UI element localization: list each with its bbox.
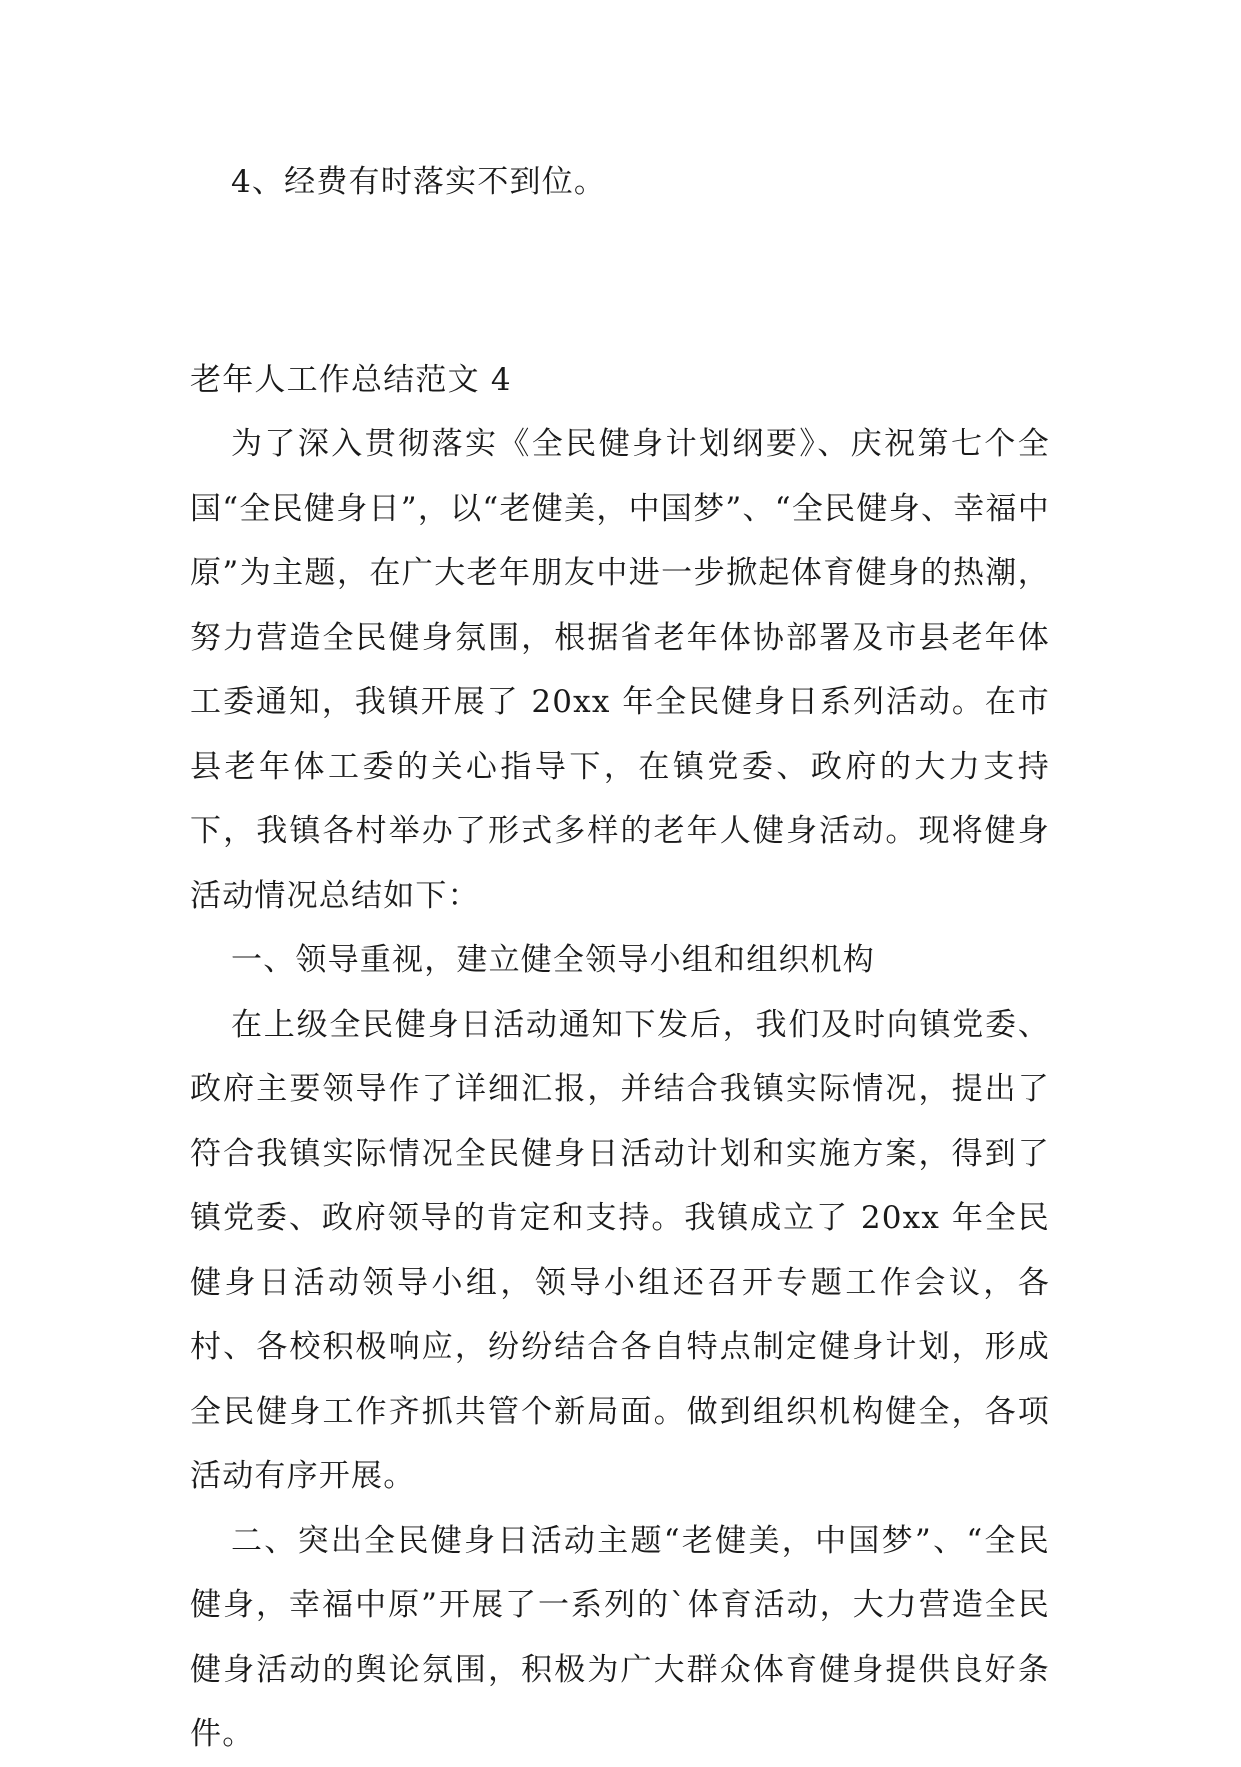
- intro-paragraph: 为了深入贯彻落实《全民健身计划纲要》、庆祝第七个全国“全民健身日”，以“老健美，中国梦”、“全民健身、幸福中原”为主题，在广大老年朋友中进一步掀起体育健身的热潮，努力营造全民健身氛围，根据省老年体协部署及市县老年体工委通知，我镇开展了 20xx 年全民健身日系列活动。在市县老年体工委的关心指导下，在镇党委、政府的大力支持下，我镇各村举办了形式多样的老年人健身活动。现将健身活动情况总结如下：: [190, 426, 1050, 914]
- body-text: [190, 412, 1050, 1767]
- heading-two-paragraph: 二、突出全民健身日活动主题“老健美，中国梦”、“全民健身，幸福中原”开展了一系列的`体育活动，大力营造全民健身活动的舆论氛围，积极为广大群众体育健身提供良好条件。: [190, 1522, 1050, 1752]
- list-item-4: 4、经费有时落实不到位。: [231, 164, 607, 200]
- leadership-paragraph: 在上级全民健身日活动通知下发后，我们及时向镇党委、政府主要领导作了详细汇报，并结合我镇实际情况，提出了符合我镇实际情况全民健身日活动计划和实施方案，得到了镇党委、政府领导的肯定和支持。我镇成立了 20xx 年全民健身日活动领导小组，领导小组还召开专题工作会议，各村、各校积极响应，纷纷结合各自特点制定健身计划，形成全民健身工作齐抓共管个新局面。做到组织机构健全，各项活动有序开展。: [190, 1006, 1050, 1494]
- section-title: 老年人工作总结范文 4: [190, 362, 512, 398]
- heading-one: 一、领导重视，建立健全领导小组和组织机构: [231, 942, 875, 978]
